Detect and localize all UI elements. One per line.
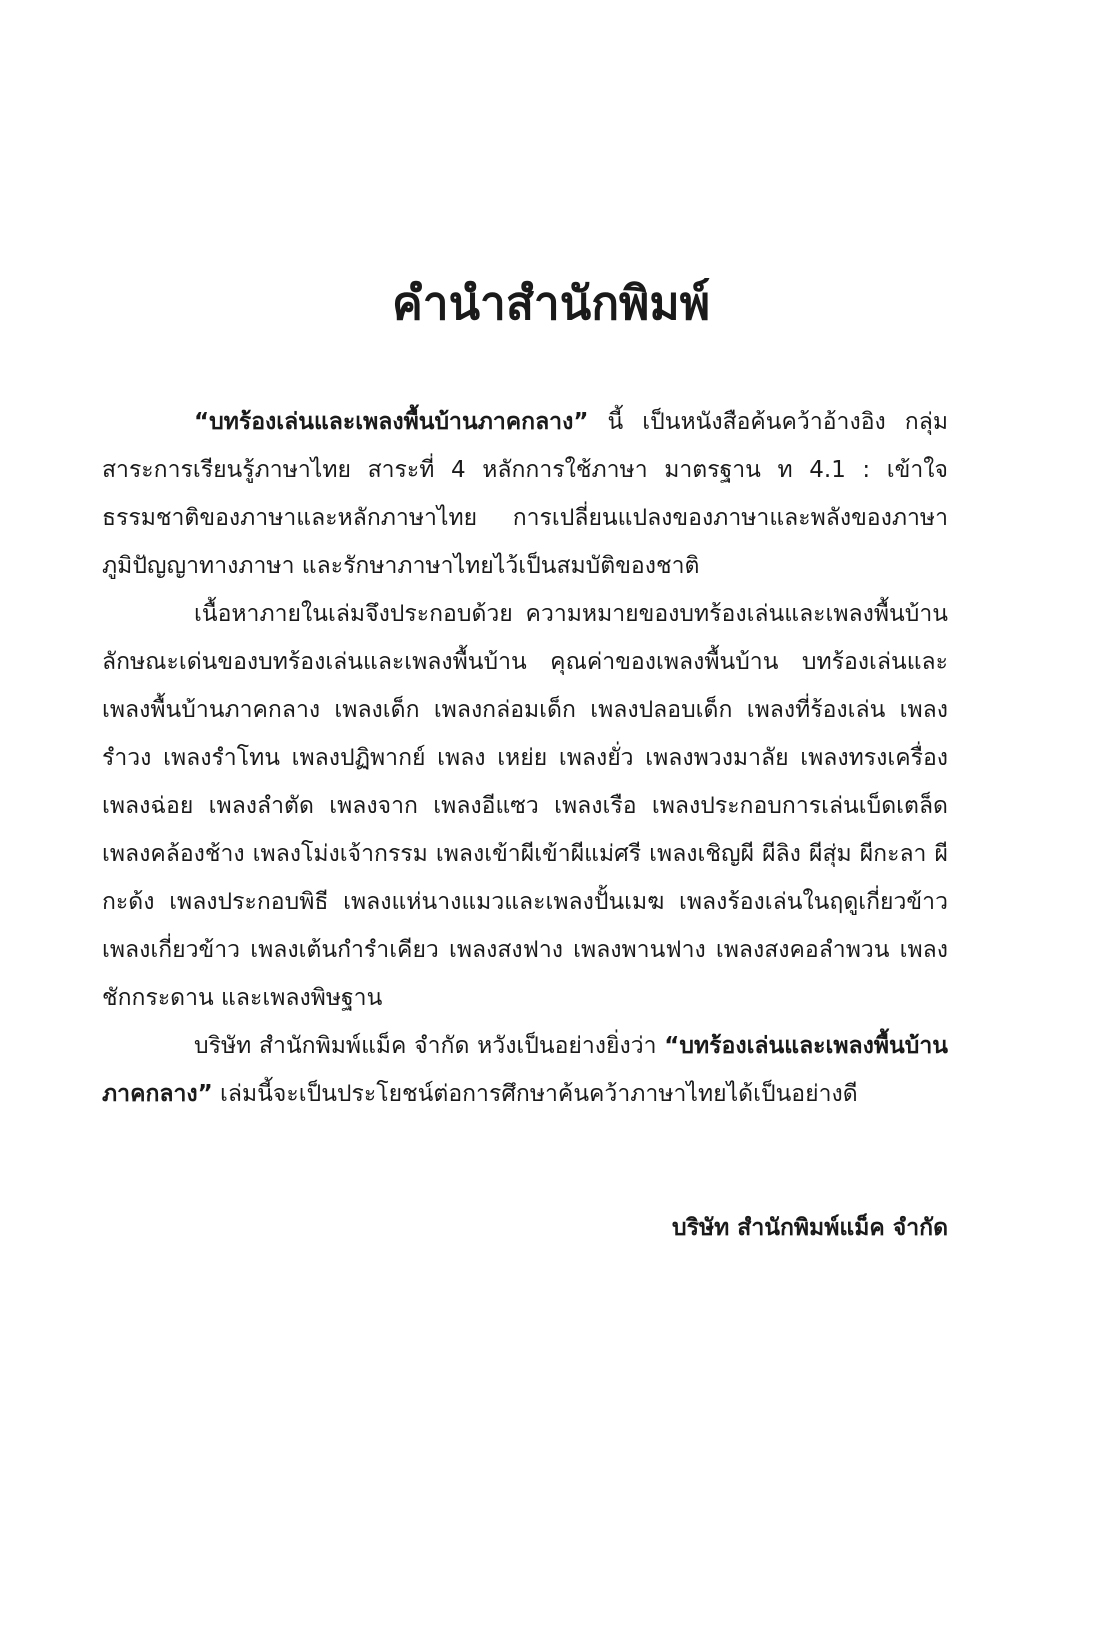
paragraph-2	[102, 590, 948, 1022]
paragraph-1	[102, 398, 948, 590]
book-title-ref: “บทร้องเล่นและเพลงพื้นบ้านภาคกลาง”	[194, 409, 589, 435]
preface-body	[102, 398, 948, 1118]
paragraph-3-text: เล่มนี้จะเป็นประโยชน์ต่อการศึกษาค้นคว้าภาษาไทยได้เป็นอย่างดี	[212, 1081, 858, 1107]
book-title-ref: “บทร้องเล่นและเพลงพื้นบ้านภาคกลาง”	[102, 1033, 948, 1107]
page-title: คำนำสำนักพิมพ์	[391, 276, 711, 330]
paragraph-1-text: นี้ เป็นหนังสือค้นคว้าอ้างอิง กลุ่มสาระการเรียนรู้ภาษาไทย สาระที่ 4 หลักการใช้ภาษา มาตรฐาน ท 4.1 : เข้าใจธรรมชาติของภาษาและหลักภาษาไทย การเปลี่ยนแปลงของภาษาและพลังของภาษา ภูมิปัญญาทางภาษา และรักษาภาษาไทยไว้เป็นสมบัติของชาติ	[102, 409, 948, 579]
paragraph-3	[102, 1022, 948, 1118]
paragraph-3-intro: บริษัท สำนักพิมพ์แม็ค จำกัด หวังเป็นอย่างยิ่งว่า	[194, 1033, 665, 1059]
publisher-signature: บริษัท สำนักพิมพ์แม็ค จำกัด	[672, 1215, 948, 1241]
paragraph-2-text: เนื้อหาภายในเล่มจึงประกอบด้วย ความหมายของบทร้องเล่นและเพลงพื้นบ้าน ลักษณะเด่นของบทร้องเล่นและเพลงพื้นบ้าน คุณค่าของเพลงพื้นบ้าน บทร้องเล่นและเพลงพื้นบ้านภาคกลาง เพลงเด็ก เพลงกล่อมเด็ก เพลงปลอบเด็ก เพลงที่ร้องเล่น เพลงรำวง เพลงรำโทน เพลงปฏิพากย์ เพลง เหย่ย เพลงยั่ว เพลงพวงมาลัย เพลงทรงเครื่อง เพลงฉ่อย เพลงลำตัด เพลงจาก เพลงอีแซว เพลงเรือ เพลงประกอบการเล่นเบ็ดเตล็ด เพลงคล้องช้าง เพลงโม่งเจ้ากรรม เพลงเข้าผีเข้าผีแม่ศรี เพลงเชิญผี ผีลิง ผีสุ่ม ผีกะลา ผีกะด้ง เพลงประกอบพิธี เพลงแห่นางแมวและเพลงปั้นเมฆ เพลงร้องเล่นในฤดูเกี่ยวข้าว เพลงเกี่ยวข้าว เพลงเต้นกำรำเคียว เพลงสงฟาง เพลงพานฟาง เพลงสงคอลำพวน เพลงชักกระดาน และเพลงพิษฐาน	[102, 601, 948, 1011]
